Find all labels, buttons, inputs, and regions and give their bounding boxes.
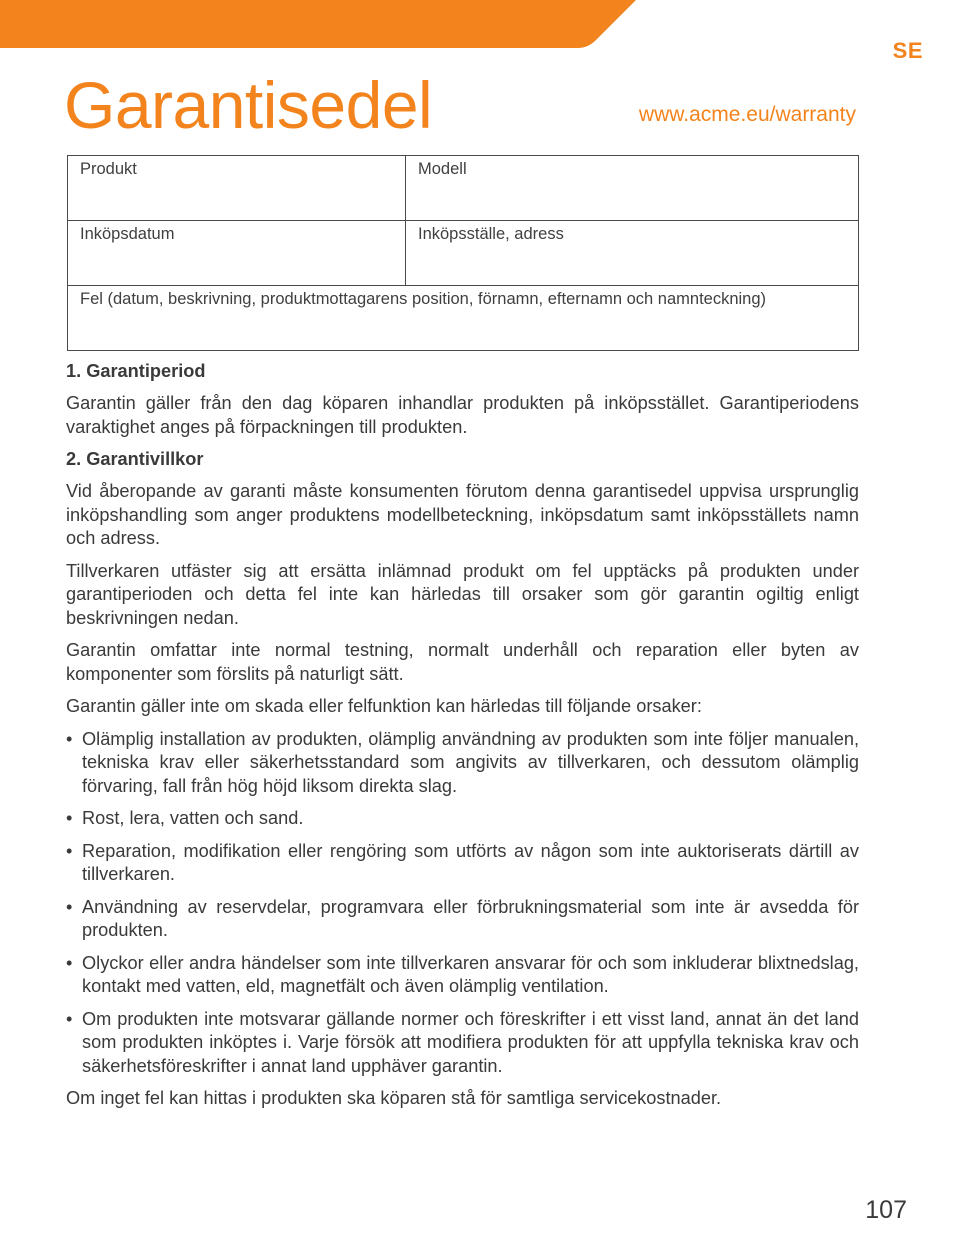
list-item: • Olämplig installation av produkten, olämplig användning av produkten som inte följer manualen, tekniska krav eller säkerhetsstandard som angivits av tillverkaren, och dessutom olämplig förvaring, fall från hög höjd liksom direkta slag.	[66, 728, 859, 796]
form-row-defect	[68, 286, 859, 351]
purchase-place-label: Inköpsställe, adress	[418, 225, 564, 243]
conditions-paragraph-2: Tillverkaren utfäster sig att ersätta inlämnad produkt om fel upptäcks på produkten under garantiperioden och detta fel inte kan härledas till orsaker som gör garantin ogiltig enligt beskrivningen nedan.	[66, 560, 859, 628]
product-label: Produkt	[80, 160, 137, 178]
list-item: • Rost, lera, vatten och sand.	[66, 807, 859, 831]
warranty-terms	[66, 360, 859, 1120]
conditions-paragraph-4: Garantin gäller inte om skada eller felfunktion kan härledas till följande orsaker:	[66, 696, 702, 716]
closing-paragraph: Om inget fel kan hittas i produkten ska köparen stå för samtliga servicekostnader.	[66, 1088, 722, 1108]
list-item: • Reparation, modifikation eller rengöring som utförts av någon som inte auktoriserats därtill av tillverkaren.	[66, 840, 859, 884]
bullet-icon: •	[66, 808, 73, 828]
bullet-icon: •	[66, 896, 73, 917]
form-row-product	[68, 156, 859, 221]
purchase-place-field[interactable]	[406, 221, 859, 286]
list-item: • Om produkten inte motsvarar gällande normer och föreskrifter i ett visst land, annat än det land som produkten inköptes i. Varje försök att modifiera produkten för att uppfylla tekniska krav och säkerhetsföreskrifter i annat land upphäver garantin.	[66, 1008, 859, 1076]
exclusions-list	[66, 728, 859, 1079]
bullet-icon: •	[66, 1008, 73, 1029]
list-item: • Olyckor eller andra händelser som inte tillverkaren ansvarar för och som inkluderar blixtnedslag, kontakt med vatten, eld, magnetfält och även olämplig ventilation.	[66, 952, 859, 996]
defect-label: Fel (datum, beskrivning, produktmottagarens position, förnamn, efternamn och namnteckning)	[80, 290, 767, 308]
model-field[interactable]	[406, 156, 859, 221]
warranty-website-link[interactable]: www.acme.eu/warranty	[638, 103, 856, 126]
form-row-purchase	[68, 221, 859, 286]
list-item: • Användning av reservdelar, programvara eller förbrukningsmaterial som inte är avsedda för produkten.	[66, 896, 859, 940]
conditions-paragraph-1: Vid åberopande av garanti måste konsumenten förutom denna garantisedel uppvisa ursprunglig inköpshandling som anger produktens modellbeteckning, inköpsdatum samt inköpsställets namn och adress.	[66, 481, 859, 548]
header-accent-bar	[0, 0, 640, 48]
bullet-icon: •	[66, 728, 73, 749]
section-heading-period: 1. Garantiperiod	[66, 361, 206, 381]
purchase-date-label: Inköpsdatum	[80, 225, 175, 243]
purchase-date-field[interactable]	[68, 221, 406, 286]
language-code: SE	[892, 38, 923, 63]
page-number: 107	[865, 1196, 907, 1224]
section-heading-conditions: 2. Garantivillkor	[66, 449, 204, 469]
period-paragraph: Garantin gäller från den dag köparen inhandlar produkten på inköpsstället. Garantiperiodens varaktighet anges på förpackningen till produkten.	[66, 393, 859, 437]
defect-field[interactable]	[68, 286, 859, 351]
bullet-icon: •	[66, 952, 73, 973]
bullet-icon: •	[66, 840, 73, 861]
warranty-form-table	[67, 155, 859, 351]
model-label: Modell	[418, 160, 467, 178]
conditions-paragraph-3: Garantin omfattar inte normal testning, normalt underhåll och reparation eller byten av komponenter som förslits på naturligt sätt.	[66, 640, 859, 684]
page-title: Garantisedel	[64, 68, 433, 142]
product-field[interactable]	[68, 156, 406, 221]
